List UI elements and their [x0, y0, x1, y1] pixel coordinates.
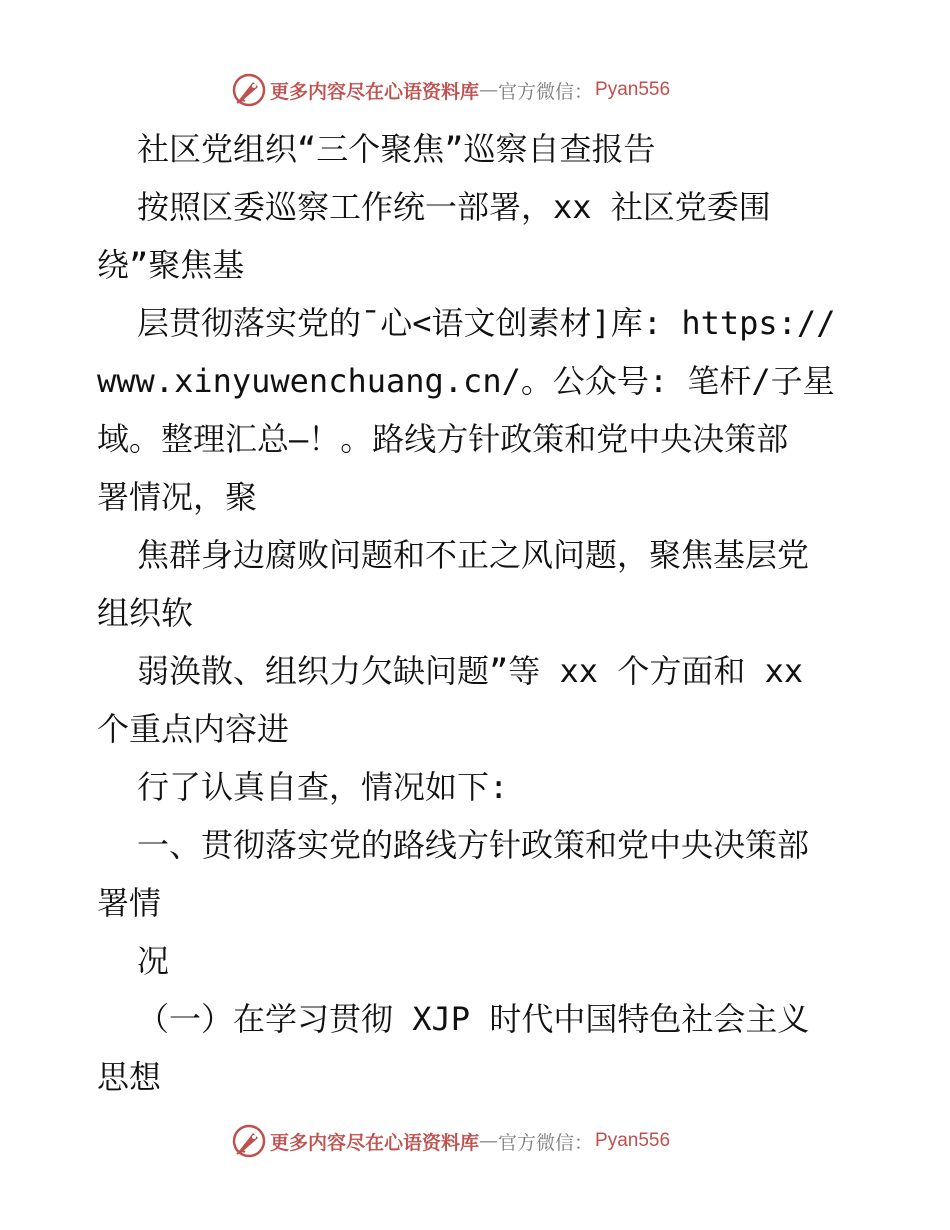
- text-line: 弱涣散、组织力欠缺问题”等 xx 个方面和 xx: [137, 652, 804, 690]
- pen-nib-logo-icon: [232, 73, 266, 107]
- text-line: 署情况，聚: [97, 478, 258, 516]
- section-heading: 一、贯彻落实党的路线方针政策和党中央决策部: [137, 826, 810, 864]
- section-heading-cont: 署情: [97, 884, 162, 922]
- document-title: 社区党组织“三个聚焦”巡察自查报告: [137, 130, 656, 168]
- text-line: 个重点内容进: [97, 710, 290, 748]
- watermark-handle: Pyan556: [595, 79, 671, 100]
- footer-watermark: [232, 1123, 670, 1159]
- watermark-handle: Pyan556: [595, 1130, 671, 1151]
- text-line: 域。整理汇总—！。路线方针政策和党中央决策部: [97, 420, 789, 458]
- watermark-official-label: 官方微信：: [498, 1131, 594, 1154]
- text-line: 绕”聚焦基: [97, 246, 245, 284]
- watermark-official-label: 官方微信：: [498, 80, 594, 103]
- pen-nib-logo-icon: [232, 1124, 266, 1158]
- header-watermark: [232, 72, 670, 108]
- document-body: [97, 120, 857, 1106]
- text-line: 层贯彻落实党的¯心<语文创素材]库: https://: [137, 304, 836, 342]
- text-line: www.xinyuwenchuang.cn/。公众号: 笔杆/子星: [97, 362, 835, 400]
- watermark-separator: —: [479, 79, 499, 101]
- section-heading-cont: 况: [137, 942, 170, 980]
- text-line: 组织软: [97, 594, 194, 632]
- subsection-heading: （一）在学习贯彻 XJP 时代中国特色社会主义: [137, 1000, 810, 1038]
- text-line: 焦群身边腐败问题和不正之风问题，聚焦基层党: [137, 536, 810, 574]
- text-line: 行了认真自查，情况如下:: [137, 768, 509, 806]
- text-line: 按照区委巡察工作统一部署，xx 社区党委围: [137, 188, 771, 226]
- watermark-brand: 更多内容尽在心语资料库: [270, 80, 480, 103]
- subsection-heading-cont: 思想: [97, 1058, 162, 1096]
- watermark-separator: —: [479, 1130, 499, 1152]
- watermark-brand: 更多内容尽在心语资料库: [270, 1131, 480, 1154]
